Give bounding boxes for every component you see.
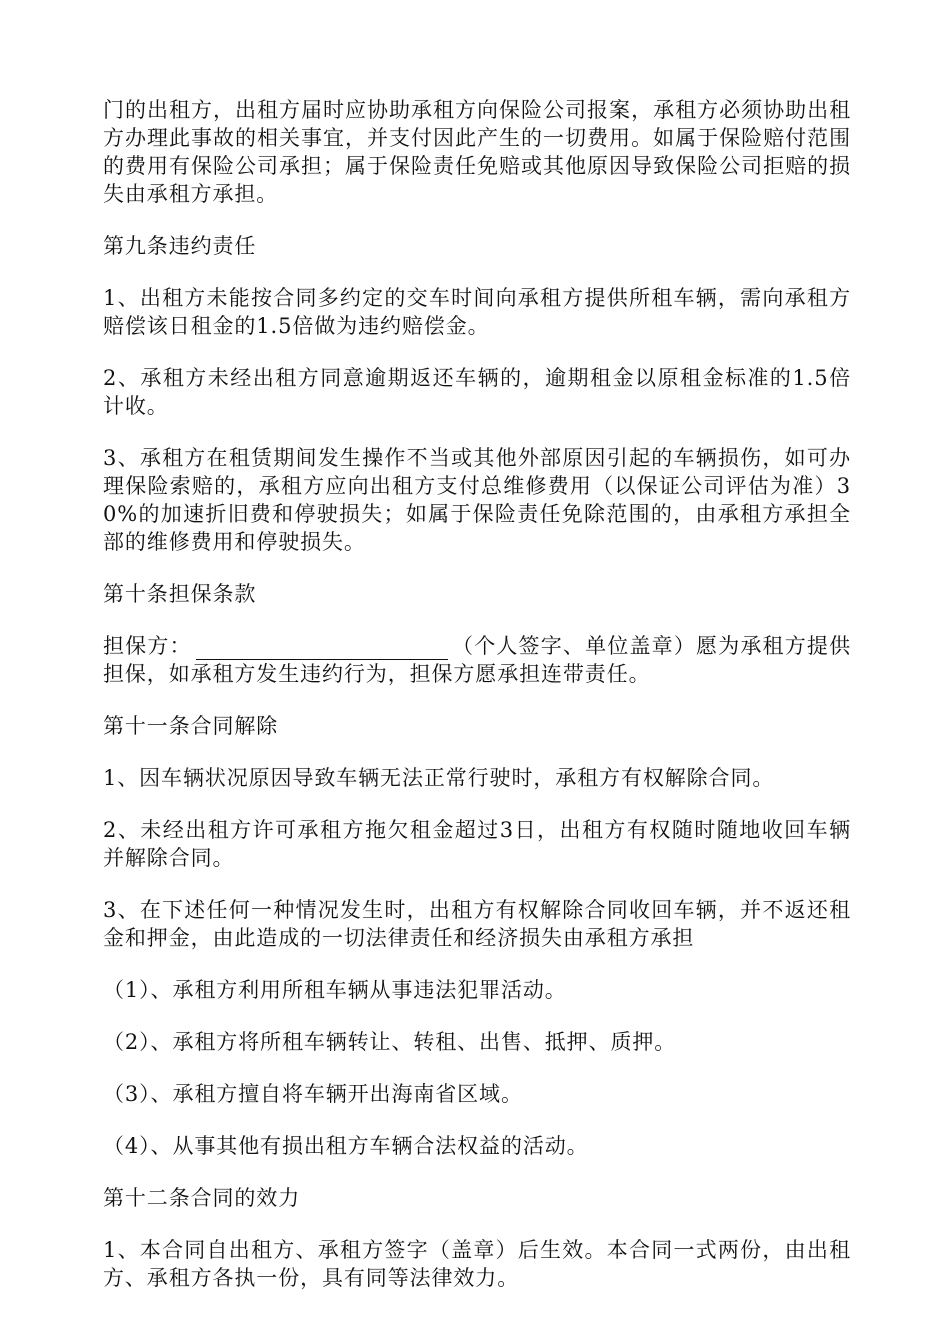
article-11-item-2: （2）、承租方将所租车辆转让、转租、出售、抵押、质押。 xyxy=(103,1030,677,1054)
guarantee-text: （个人签字、单位盖章）愿为承租方提供担保，如承租方发生违约行为，担保方愿承担连带责任。 xyxy=(103,634,851,686)
article-11-heading: 第十一条合同解除 xyxy=(103,714,279,738)
article-11-item-4: （4）、从事其他有损出租方车辆合法权益的活动。 xyxy=(103,1134,589,1158)
document-page xyxy=(103,96,851,1316)
article-11-clause-3: 3、在下述任何一种情况发生时，出租方有权解除合同收回车辆，并不返还租金和押金，由此造成的一切法律责任和经济损失由承租方承担 xyxy=(103,898,851,950)
article-11-item-3: （3）、承租方擅自将车辆开出海南省区域。 xyxy=(103,1082,523,1106)
article-11-clause-1: 1、因车辆状况原因导致车辆无法正常行驶时，承租方有权解除合同。 xyxy=(103,766,775,790)
article-12-heading: 第十二条合同的效力 xyxy=(103,1186,301,1210)
guarantor-label: 担保方： xyxy=(103,634,192,658)
guarantor-signature-blank[interactable] xyxy=(196,637,448,660)
article-11-clause-2: 2、未经出租方许可承租方拖欠租金超过3日，出租方有权随时随地收回车辆并解除合同。 xyxy=(103,818,851,870)
article-11-item-1: （1）、承租方利用所租车辆从事违法犯罪活动。 xyxy=(103,978,567,1002)
article-9-clause-1: 1、出租方未能按合同多约定的交车时间向承租方提供所租车辆，需向承租方赔偿该日租金的1.5倍做为违约赔偿金。 xyxy=(103,286,851,338)
article-12-clause-1: 1、本合同自出租方、承租方签字（盖章）后生效。本合同一式两份，由出租方、承租方各执一份，具有同等法律效力。 xyxy=(103,1238,851,1290)
article-9-clause-2: 2、承租方未经出租方同意逾期返还车辆的，逾期租金以原租金标准的1.5倍计收。 xyxy=(103,366,851,418)
article-9-clause-3: 3、承租方在租赁期间发生操作不当或其他外部原因引起的车辆损伤，如可办理保险索赔的，承租方应向出租方支付总维修费用（以保证公司评估为准）30%的加速折旧费和停驶损失；如属于保险责任免除范围的，由承租方承担全部的维修费用和停驶损失。 xyxy=(103,446,851,554)
article-10-heading: 第十条担保条款 xyxy=(103,582,257,606)
article-9-heading: 第九条违约责任 xyxy=(103,234,257,258)
paragraph-insurance-claim: 门的出租方，出租方届时应协助承租方向保险公司报案，承租方必须协助出租方办理此事故的相关事宜，并支付因此产生的一切费用。如属于保险赔付范围的费用有保险公司承担；属于保险责任免赔或其他原因导致保险公司拒赔的损失由承租方承担。 xyxy=(103,98,851,206)
guarantee-clause xyxy=(103,632,851,688)
